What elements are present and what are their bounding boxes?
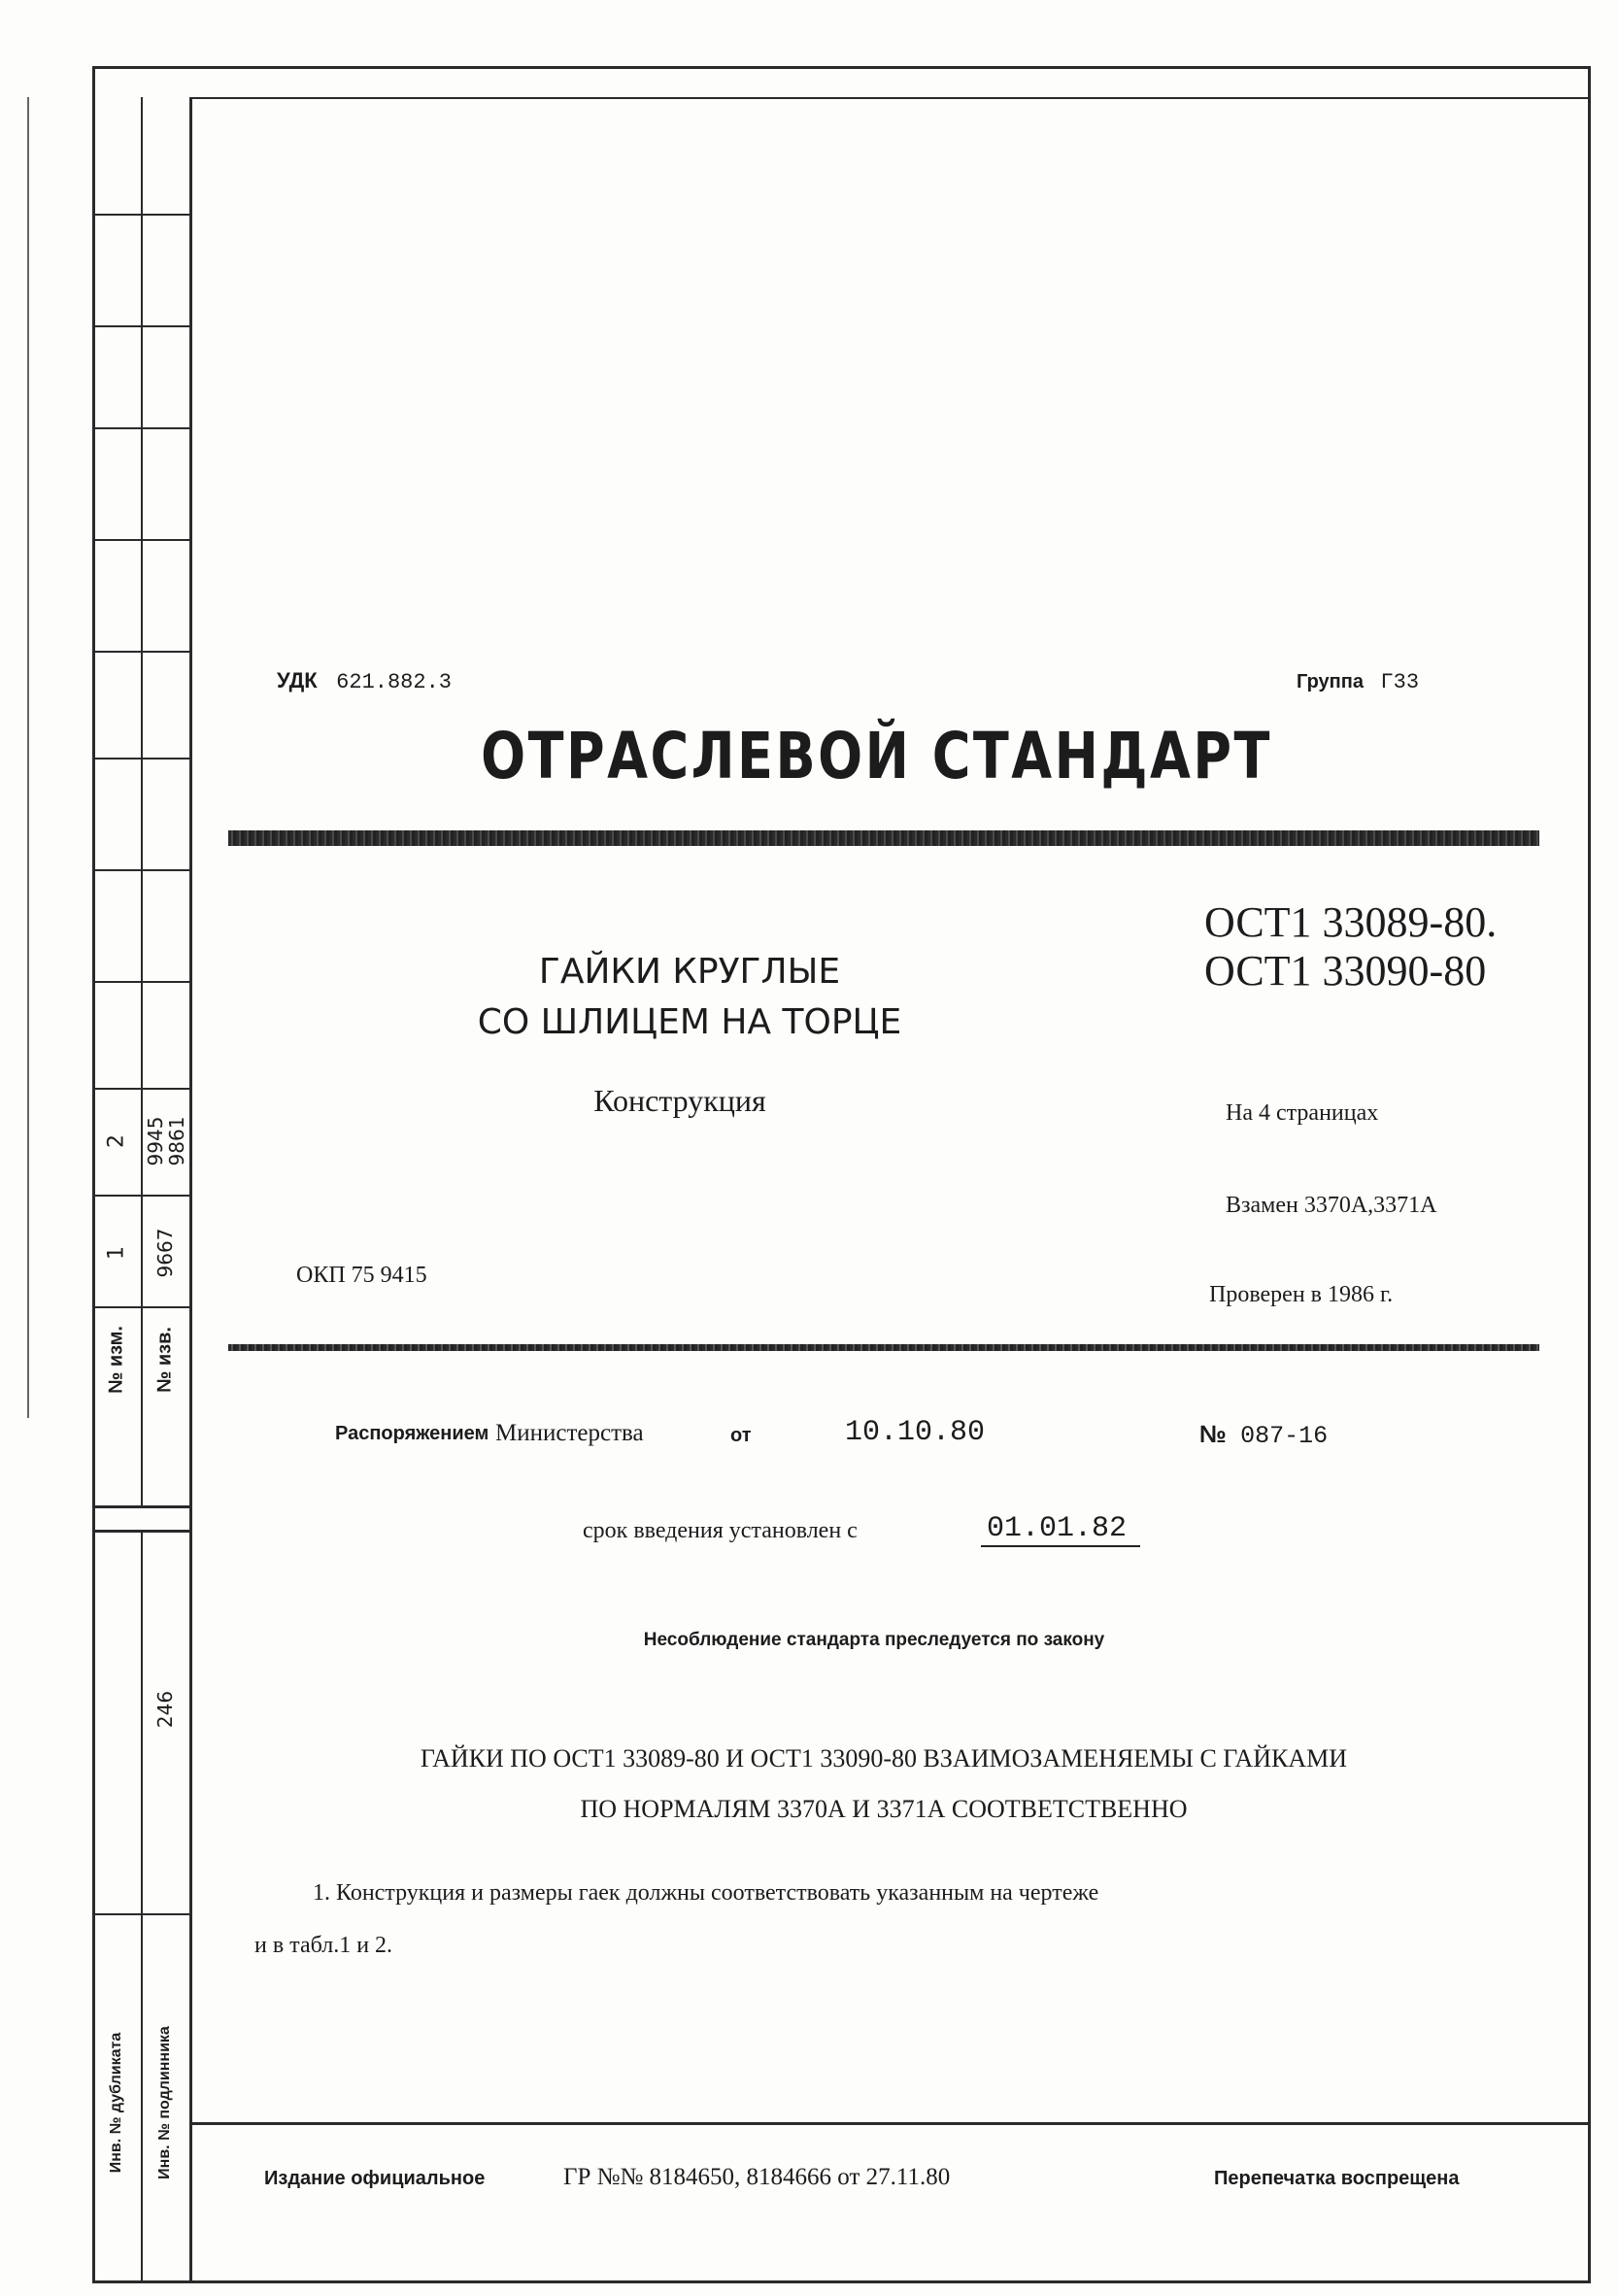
stamp-row-line xyxy=(92,214,189,216)
change-1: 1 xyxy=(104,1246,129,1260)
frame-right xyxy=(1588,66,1591,2282)
change-2: 2 xyxy=(104,1134,129,1148)
stamp-row-line xyxy=(92,1306,189,1308)
order-number xyxy=(1199,1421,1328,1450)
replaces: Взамен 3370А,3371А xyxy=(1226,1193,1437,1218)
order-label xyxy=(335,1423,489,1445)
standard-name xyxy=(388,947,991,1048)
udk-value: 621.882.3 xyxy=(336,670,452,694)
interchangeable-note xyxy=(228,1734,1539,1835)
notice-number-label: № изв. xyxy=(153,1327,176,1393)
page-count: На 4 страницах xyxy=(1226,1100,1379,1126)
stamp-split-bottom xyxy=(92,1530,189,1533)
interchangeable-line1: ГАЙКИ ПО ОСТ1 33089-80 И ОСТ1 33090-80 ВЗАИМОЗАМЕНЯЕМЫ С ГАЙКАМИ xyxy=(420,1744,1348,1773)
field-left-border xyxy=(189,97,192,2282)
stamp-divider-lower xyxy=(141,1530,143,2282)
standard-name-line2: СО ШЛИЦЕМ НА ТОРЦЕ xyxy=(477,1002,902,1042)
notice-2b: 9861 xyxy=(165,1116,188,1166)
order-date: 10.10.80 xyxy=(845,1416,986,1449)
standard-code-1: ОСТ1 33089-80. xyxy=(1204,898,1498,946)
change-number-label: № изм. xyxy=(105,1326,127,1394)
footer-separator xyxy=(189,2122,1588,2125)
frame-bottom xyxy=(92,2280,1591,2283)
stamp-row-line xyxy=(92,325,189,327)
clause-1-line1: 1. Конструкция и размеры гаек должны соответствовать указанным на чертеже xyxy=(313,1880,1099,1906)
notice-2a: 9945 xyxy=(144,1116,167,1166)
stamp-row-line xyxy=(92,1913,189,1915)
effective-date: 01.01.82 xyxy=(981,1512,1140,1547)
order-issuer: Министерства xyxy=(495,1420,644,1446)
okp-code: ОКП 75 9415 xyxy=(296,1263,427,1288)
stamp-row-line xyxy=(92,651,189,653)
frame-top xyxy=(92,66,1591,69)
document-title: ОТРАСЛЕВОЙ СТАНДАРТ xyxy=(481,719,1272,793)
clause-1-line2: и в табл.1 и 2. xyxy=(254,1933,393,1958)
stamp-row-line xyxy=(92,539,189,541)
standard-code-2: ОСТ1 33090-80 xyxy=(1204,947,1487,995)
standard-subtitle: Конструкция xyxy=(593,1083,766,1118)
order-date-label: от xyxy=(730,1425,752,1446)
standard-name-line1: ГАЙКИ КРУГЛЫЕ xyxy=(538,952,841,992)
frame-left xyxy=(92,66,95,2282)
stamp-row-line xyxy=(92,869,189,871)
group-value: Г33 xyxy=(1380,670,1420,694)
legal-notice: Несоблюдение стандарта преследуется по закону xyxy=(643,1630,1105,1650)
checked-year: Проверен в 1986 г. xyxy=(1209,1282,1394,1307)
order-number-label: № xyxy=(1199,1421,1227,1448)
standard-codes xyxy=(1204,898,1497,996)
group xyxy=(1297,668,1419,694)
stamp-divider-upper xyxy=(141,97,143,1505)
stamp-split-top xyxy=(92,1505,189,1508)
inventory-number: 246 xyxy=(153,1690,177,1729)
stamp-row-line xyxy=(92,981,189,983)
stamp-row-line xyxy=(92,758,189,760)
inv-duplicate-label: Инв. № дубликата xyxy=(108,2032,124,2174)
interchangeable-line2: ПО НОРМАЛЯМ 3370А И 3371А СООТВЕТСТВЕННО xyxy=(580,1795,1188,1823)
title-underline xyxy=(228,830,1539,846)
stamp-row-line xyxy=(92,1088,189,1090)
notice-1: 9667 xyxy=(153,1228,177,1278)
footer-official-edition: Издание официальное xyxy=(264,2168,486,2189)
effective-text: срок введения установлен с xyxy=(583,1518,858,1543)
inv-original-label: Инв. № подлинника xyxy=(156,2026,173,2179)
stamp-row-line xyxy=(92,1195,189,1197)
stamp-row-line xyxy=(92,427,189,429)
footer-reprint-prohibited: Перепечатка воспрещена xyxy=(1214,2168,1460,2189)
order-number-value: 087-16 xyxy=(1240,1422,1329,1450)
field-top-border xyxy=(189,97,1588,99)
clause-1 xyxy=(254,1867,1536,1972)
header-bottom-rule xyxy=(228,1344,1539,1351)
order-label-text: Распоряжением xyxy=(335,1423,489,1444)
udk-label: УДК xyxy=(277,668,318,692)
footer-registration: ГР №№ 8184650, 8184666 от 27.11.80 xyxy=(563,2164,951,2190)
udk xyxy=(277,668,452,694)
page-edge-mark xyxy=(27,97,29,1418)
group-label: Группа xyxy=(1297,671,1364,692)
